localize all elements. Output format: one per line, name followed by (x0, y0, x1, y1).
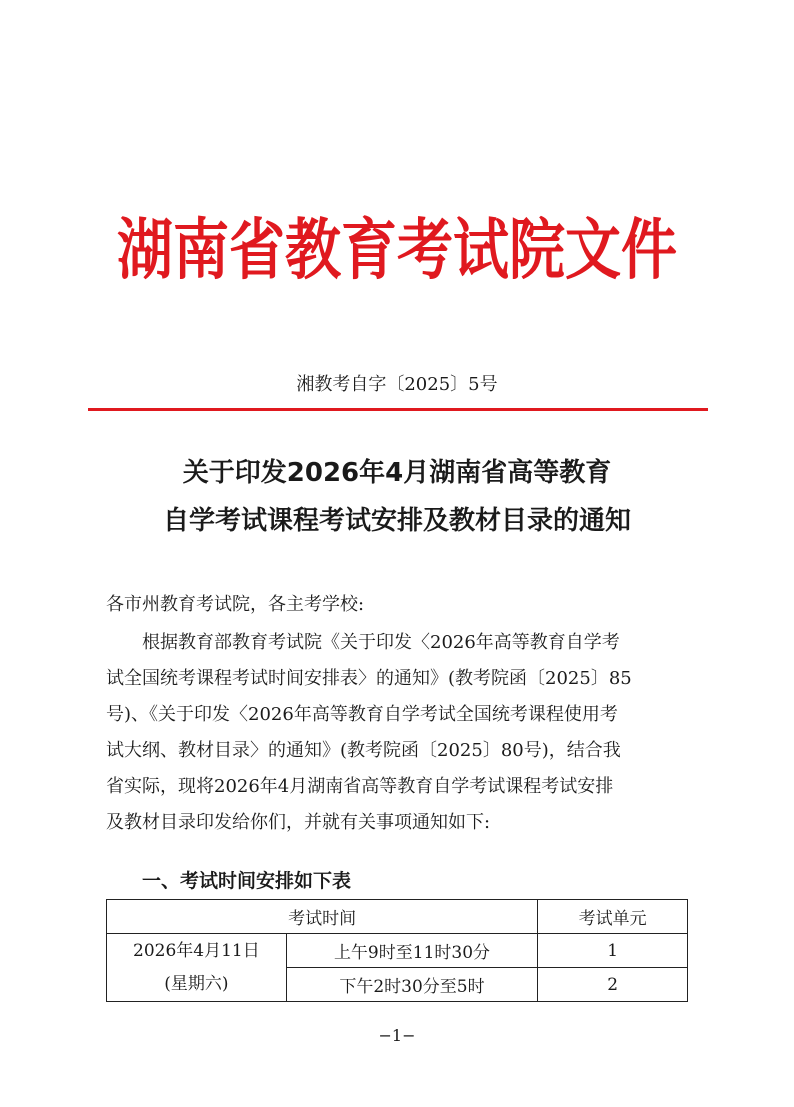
exam-schedule-table (106, 899, 688, 1002)
body-line: 试全国统考课程考试时间安排表〉的通知》(教考院函〔2025〕85 (106, 668, 632, 689)
exam-unit: 2 (538, 968, 688, 1002)
exam-date-cell (107, 934, 287, 1002)
section-heading-1: 一、考试时间安排如下表 (142, 870, 352, 892)
exam-time-slot: 上午9时至11时30分 (286, 934, 538, 968)
body-line: 号)、《关于印发〈2026年高等教育自学考试全国统考课程使用考 (106, 704, 618, 725)
exam-time-slot: 下午2时30分至5时 (286, 968, 538, 1002)
body-line: 及教材目录印发给你们，并就有关事项通知如下: (106, 812, 491, 833)
body-line: 试大纲、教材目录〉的通知》(教考院函〔2025〕80号)，结合我 (106, 740, 621, 761)
table-row (107, 934, 688, 968)
red-divider (88, 408, 708, 411)
header-exam-unit: 考试单元 (538, 900, 688, 934)
letterhead-title: 湖南省教育考试院文件 (117, 212, 677, 289)
notice-title-line-2: 自学考试课程考试安排及教材目录的通知 (162, 506, 631, 536)
body-paragraph (106, 625, 706, 841)
salutation: 各市州教育考试院，各主考学校: (106, 594, 365, 615)
document-number: 湘教考自字〔2025〕5号 (296, 374, 498, 395)
page-number: −1− (378, 1026, 416, 1045)
notice-title-line-1: 关于印发2026年4月湖南省高等教育 (182, 458, 612, 488)
body-line: 省实际，现将2026年4月湖南省高等教育自学考试课程考试安排 (106, 776, 614, 797)
exam-weekday: (星期六) (164, 973, 229, 994)
exam-date: 2026年4月11日 (133, 940, 260, 961)
body-line: 根据教育部教育考试院《关于印发〈2026年高等教育自学考 (106, 632, 620, 653)
table-header-row (107, 900, 688, 934)
header-exam-time: 考试时间 (107, 900, 538, 934)
exam-unit: 1 (538, 934, 688, 968)
